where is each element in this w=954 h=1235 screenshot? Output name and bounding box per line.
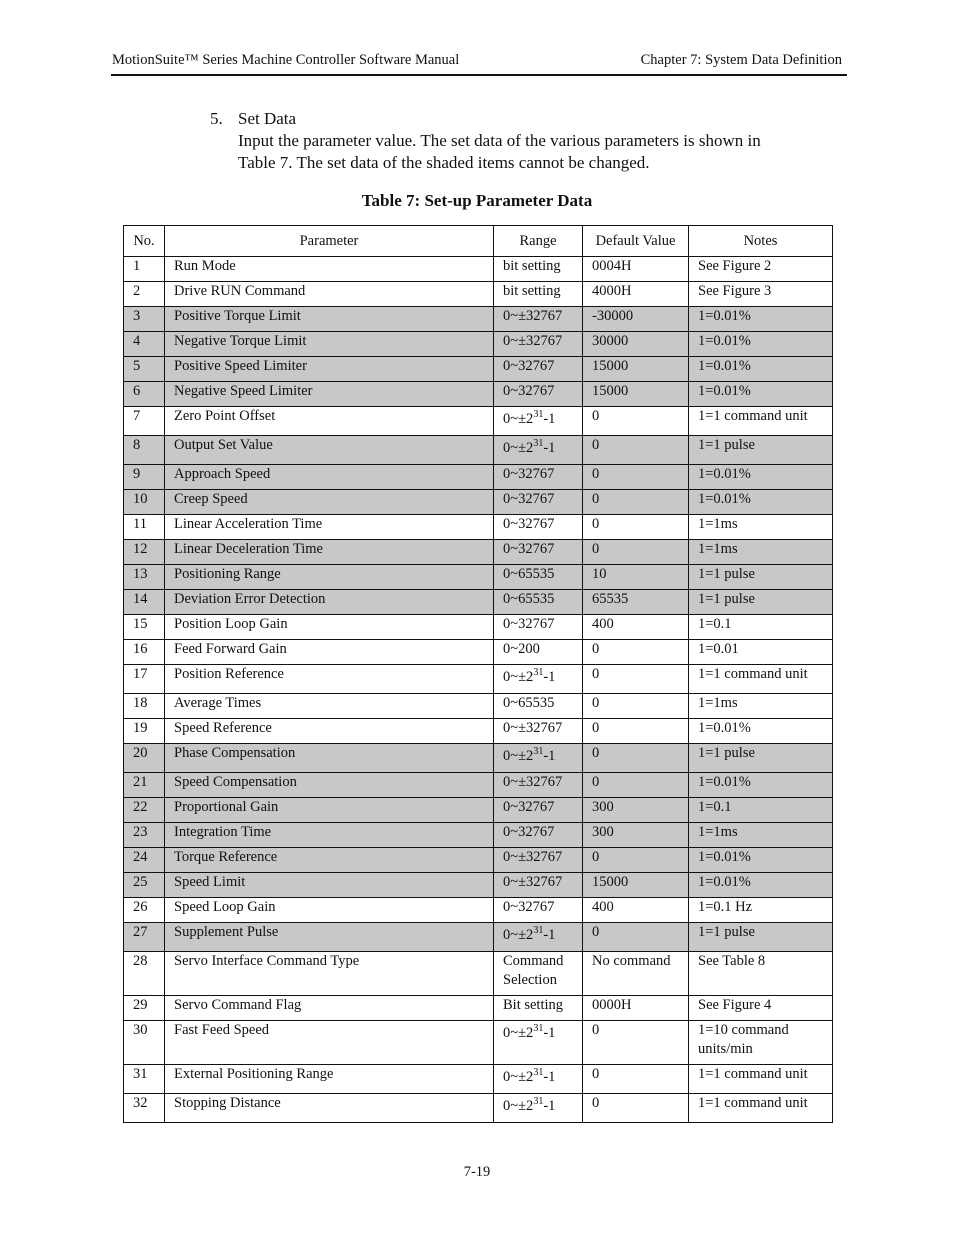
row-number: 9 [124,465,165,490]
range-tail: -1 [543,748,556,764]
table-row [124,744,833,773]
parameter-name: External Positioning Range [165,1065,494,1094]
range-tail: -1 [543,440,556,456]
range-value: 0~32767 [494,357,583,382]
default-value: 300 [583,798,689,823]
row-number: 12 [124,540,165,565]
row-number: 18 [124,694,165,719]
row-number: 17 [124,665,165,694]
row-number: 28 [124,952,165,996]
notes: 1=1ms [689,823,833,848]
row-number: 23 [124,823,165,848]
default-value: 0000H [583,996,689,1021]
range-value: bit setting [494,257,583,282]
parameter-name: Zero Point Offset [165,407,494,436]
range-expression [503,744,555,766]
step-body [238,108,838,174]
range-value: bit setting [494,282,583,307]
default-value: 10 [583,565,689,590]
range-exponent: 31 [533,925,544,936]
default-value: 0 [583,465,689,490]
range-value: 0~±32767 [494,307,583,332]
table-row [124,490,833,515]
parameter-name: Linear Deceleration Time [165,540,494,565]
default-value: 400 [583,615,689,640]
range-value: Bit setting [494,996,583,1021]
range-value [494,1021,583,1065]
notes: 1=0.01% [689,873,833,898]
range-value: 0~±32767 [494,848,583,873]
row-number: 14 [124,590,165,615]
range-tail: -1 [543,1025,556,1041]
default-value: 4000H [583,282,689,307]
step-number: 5. [210,109,223,128]
parameter-name: Feed Forward Gain [165,640,494,665]
range-base: 0~±2 [503,1069,534,1085]
notes: 1=1 pulse [689,590,833,615]
default-value: 0 [583,773,689,798]
range-tail: -1 [543,669,556,685]
column-header-notes: Notes [689,226,833,257]
row-number: 2 [124,282,165,307]
table-row [124,357,833,382]
column-header-default-value: Default Value [583,226,689,257]
notes: 1=1 pulse [689,436,833,465]
parameter-name: Speed Loop Gain [165,898,494,923]
row-number: 32 [124,1094,165,1123]
default-value: 0 [583,1094,689,1123]
row-number: 11 [124,515,165,540]
notes: 1=0.01% [689,382,833,407]
row-number: 4 [124,332,165,357]
parameter-name: Supplement Pulse [165,923,494,952]
range-value: 0~32767 [494,615,583,640]
default-value: 0 [583,848,689,873]
parameter-name: Positive Speed Limiter [165,357,494,382]
row-number: 19 [124,719,165,744]
row-number: 25 [124,873,165,898]
parameter-name: Servo Command Flag [165,996,494,1021]
row-number: 21 [124,773,165,798]
range-base: 0~±2 [503,411,534,427]
row-number: 22 [124,798,165,823]
table-row [124,694,833,719]
range-base: 0~±2 [503,748,534,764]
range-base: 0~±2 [503,927,534,943]
parameter-name: Run Mode [165,257,494,282]
range-value [494,744,583,773]
parameter-name: Torque Reference [165,848,494,873]
parameter-name: Average Times [165,694,494,719]
range-value: 0~200 [494,640,583,665]
notes: 1=1 pulse [689,565,833,590]
table-row [124,615,833,640]
default-value: 400 [583,898,689,923]
notes: 1=0.01% [689,465,833,490]
notes: See Figure 4 [689,996,833,1021]
range-value [494,1065,583,1094]
default-value: 0 [583,1065,689,1094]
table-row [124,719,833,744]
row-number: 20 [124,744,165,773]
range-value: 0~±32767 [494,773,583,798]
range-value: 0~32767 [494,898,583,923]
range-base: 0~±2 [503,1025,534,1041]
table-row [124,1094,833,1123]
default-value: 0 [583,719,689,744]
table-row [124,332,833,357]
table-row [124,773,833,798]
parameter-name: Speed Compensation [165,773,494,798]
notes: 1=0.01% [689,848,833,873]
range-value: 0~32767 [494,465,583,490]
table-row [124,665,833,694]
range-expression [503,1065,555,1087]
table-row [124,515,833,540]
notes: 1=0.01% [689,332,833,357]
parameter-name: Creep Speed [165,490,494,515]
notes: 1=1 command unit [689,665,833,694]
range-value: 0~32767 [494,515,583,540]
parameter-name: Negative Torque Limit [165,332,494,357]
default-value: 0 [583,540,689,565]
default-value: 15000 [583,873,689,898]
notes: 1=0.1 Hz [689,898,833,923]
table-row [124,436,833,465]
notes: See Figure 2 [689,257,833,282]
range-expression [503,407,555,429]
parameter-name: Deviation Error Detection [165,590,494,615]
notes: 1=0.01% [689,357,833,382]
page-number: 7-19 [463,1164,491,1180]
range-base: 0~±2 [503,440,534,456]
default-value: 15000 [583,357,689,382]
row-number: 8 [124,436,165,465]
range-base: 0~±2 [503,1098,534,1114]
running-header-chapter: Chapter 7: System Data Definition [640,52,842,68]
notes: 1=1ms [689,540,833,565]
range-exponent: 31 [533,438,544,449]
default-value: 0 [583,923,689,952]
default-value: 300 [583,823,689,848]
notes: 1=1 command unit [689,407,833,436]
range-value: 0~±32767 [494,332,583,357]
step-text-line-2: Table 7. The set data of the shaded items cannot be changed. [238,153,650,172]
range-value: 0~65535 [494,590,583,615]
default-value: 0004H [583,257,689,282]
notes: 1=1ms [689,694,833,719]
column-header-parameter: Parameter [165,226,494,257]
row-number: 15 [124,615,165,640]
range-value [494,1094,583,1123]
parameter-name: Servo Interface Command Type [165,952,494,996]
default-value: 0 [583,694,689,719]
notes: See Figure 3 [689,282,833,307]
default-value: 0 [583,490,689,515]
table-row [124,282,833,307]
table-row [124,382,833,407]
notes: 1=1 command unit [689,1065,833,1094]
range-base: 0~±2 [503,669,534,685]
table-row [124,540,833,565]
default-value: No command [583,952,689,996]
parameter-name: Stopping Distance [165,1094,494,1123]
parameter-name: Phase Compensation [165,744,494,773]
range-value: Command Selection [494,952,583,996]
table-row [124,1065,833,1094]
notes: 1=0.01% [689,719,833,744]
notes: 1=0.01% [689,307,833,332]
table-row [124,565,833,590]
table-row [124,257,833,282]
parameter-name: Fast Feed Speed [165,1021,494,1065]
range-value [494,923,583,952]
notes: 1=0.01% [689,773,833,798]
parameter-name: Integration Time [165,823,494,848]
table-row [124,873,833,898]
row-number: 7 [124,407,165,436]
range-exponent: 31 [533,1067,544,1078]
notes: 1=10 command units/min [689,1021,833,1065]
row-number: 29 [124,996,165,1021]
range-tail: -1 [543,1098,556,1114]
table-row [124,848,833,873]
range-exponent: 31 [533,746,544,757]
table-row [124,640,833,665]
default-value: 0 [583,436,689,465]
table-header-row [124,226,833,257]
row-number: 10 [124,490,165,515]
default-value: 0 [583,665,689,694]
column-header-range: Range [494,226,583,257]
notes: 1=0.01% [689,490,833,515]
table-row [124,952,833,996]
notes: See Table 8 [689,952,833,996]
default-value: 0 [583,1021,689,1065]
parameter-name: Position Loop Gain [165,615,494,640]
table-row [124,307,833,332]
header-rule [111,74,847,76]
notes: 1=1 command unit [689,1094,833,1123]
range-value: 0~65535 [494,565,583,590]
default-value: 0 [583,640,689,665]
range-tail: -1 [543,1069,556,1085]
parameter-name: Speed Limit [165,873,494,898]
range-expression [503,1094,555,1116]
parameter-name: Proportional Gain [165,798,494,823]
row-number: 6 [124,382,165,407]
notes: 1=0.1 [689,615,833,640]
range-expression [503,436,555,458]
notes: 1=1 pulse [689,744,833,773]
running-header-title: MotionSuite™ Series Machine Controller Software Manual [112,52,460,68]
range-expression [503,1021,555,1043]
row-number: 13 [124,565,165,590]
range-value [494,436,583,465]
row-number: 5 [124,357,165,382]
step-text-line-1: Input the parameter value. The set data of the various parameters is shown in [238,131,761,150]
parameter-name: Positioning Range [165,565,494,590]
range-exponent: 31 [533,1023,544,1034]
parameter-name: Output Set Value [165,436,494,465]
step-title: Set Data [238,109,297,128]
table-row [124,465,833,490]
table-row [124,898,833,923]
table-row [124,923,833,952]
range-value: 0~32767 [494,798,583,823]
range-value [494,407,583,436]
row-number: 3 [124,307,165,332]
row-number: 30 [124,1021,165,1065]
parameter-name: Linear Acceleration Time [165,515,494,540]
range-value: 0~32767 [494,490,583,515]
table-row [124,407,833,436]
range-value: 0~±32767 [494,873,583,898]
parameter-name: Speed Reference [165,719,494,744]
default-value: 0 [583,407,689,436]
range-value: 0~65535 [494,694,583,719]
notes: 1=1 pulse [689,923,833,952]
row-number: 1 [124,257,165,282]
default-value: 0 [583,744,689,773]
parameter-name: Drive RUN Command [165,282,494,307]
range-expression [503,923,555,945]
table-row [124,1021,833,1065]
row-number: 26 [124,898,165,923]
table-row [124,590,833,615]
notes: 1=0.01 [689,640,833,665]
table-row [124,798,833,823]
parameter-name: Positive Torque Limit [165,307,494,332]
row-number: 16 [124,640,165,665]
default-value: 65535 [583,590,689,615]
range-value: 0~32767 [494,823,583,848]
range-value [494,665,583,694]
table-row [124,823,833,848]
table-caption: Table 7: Set-up Parameter Data [361,191,593,210]
setup-parameter-table [123,225,833,1123]
default-value: 0 [583,515,689,540]
default-value: 30000 [583,332,689,357]
range-exponent: 31 [533,667,544,678]
default-value: -30000 [583,307,689,332]
parameter-name: Approach Speed [165,465,494,490]
notes: 1=0.1 [689,798,833,823]
row-number: 27 [124,923,165,952]
default-value: 15000 [583,382,689,407]
range-value: 0~32767 [494,382,583,407]
range-expression [503,665,555,687]
notes: 1=1ms [689,515,833,540]
range-tail: -1 [543,927,556,943]
parameter-name: Negative Speed Limiter [165,382,494,407]
table-row [124,996,833,1021]
parameter-name: Position Reference [165,665,494,694]
range-tail: -1 [543,411,556,427]
table-body [124,257,833,1123]
range-value: 0~32767 [494,540,583,565]
range-exponent: 31 [533,409,544,420]
column-header-no: No. [124,226,165,257]
row-number: 31 [124,1065,165,1094]
row-number: 24 [124,848,165,873]
range-value: 0~±32767 [494,719,583,744]
range-exponent: 31 [533,1096,544,1107]
